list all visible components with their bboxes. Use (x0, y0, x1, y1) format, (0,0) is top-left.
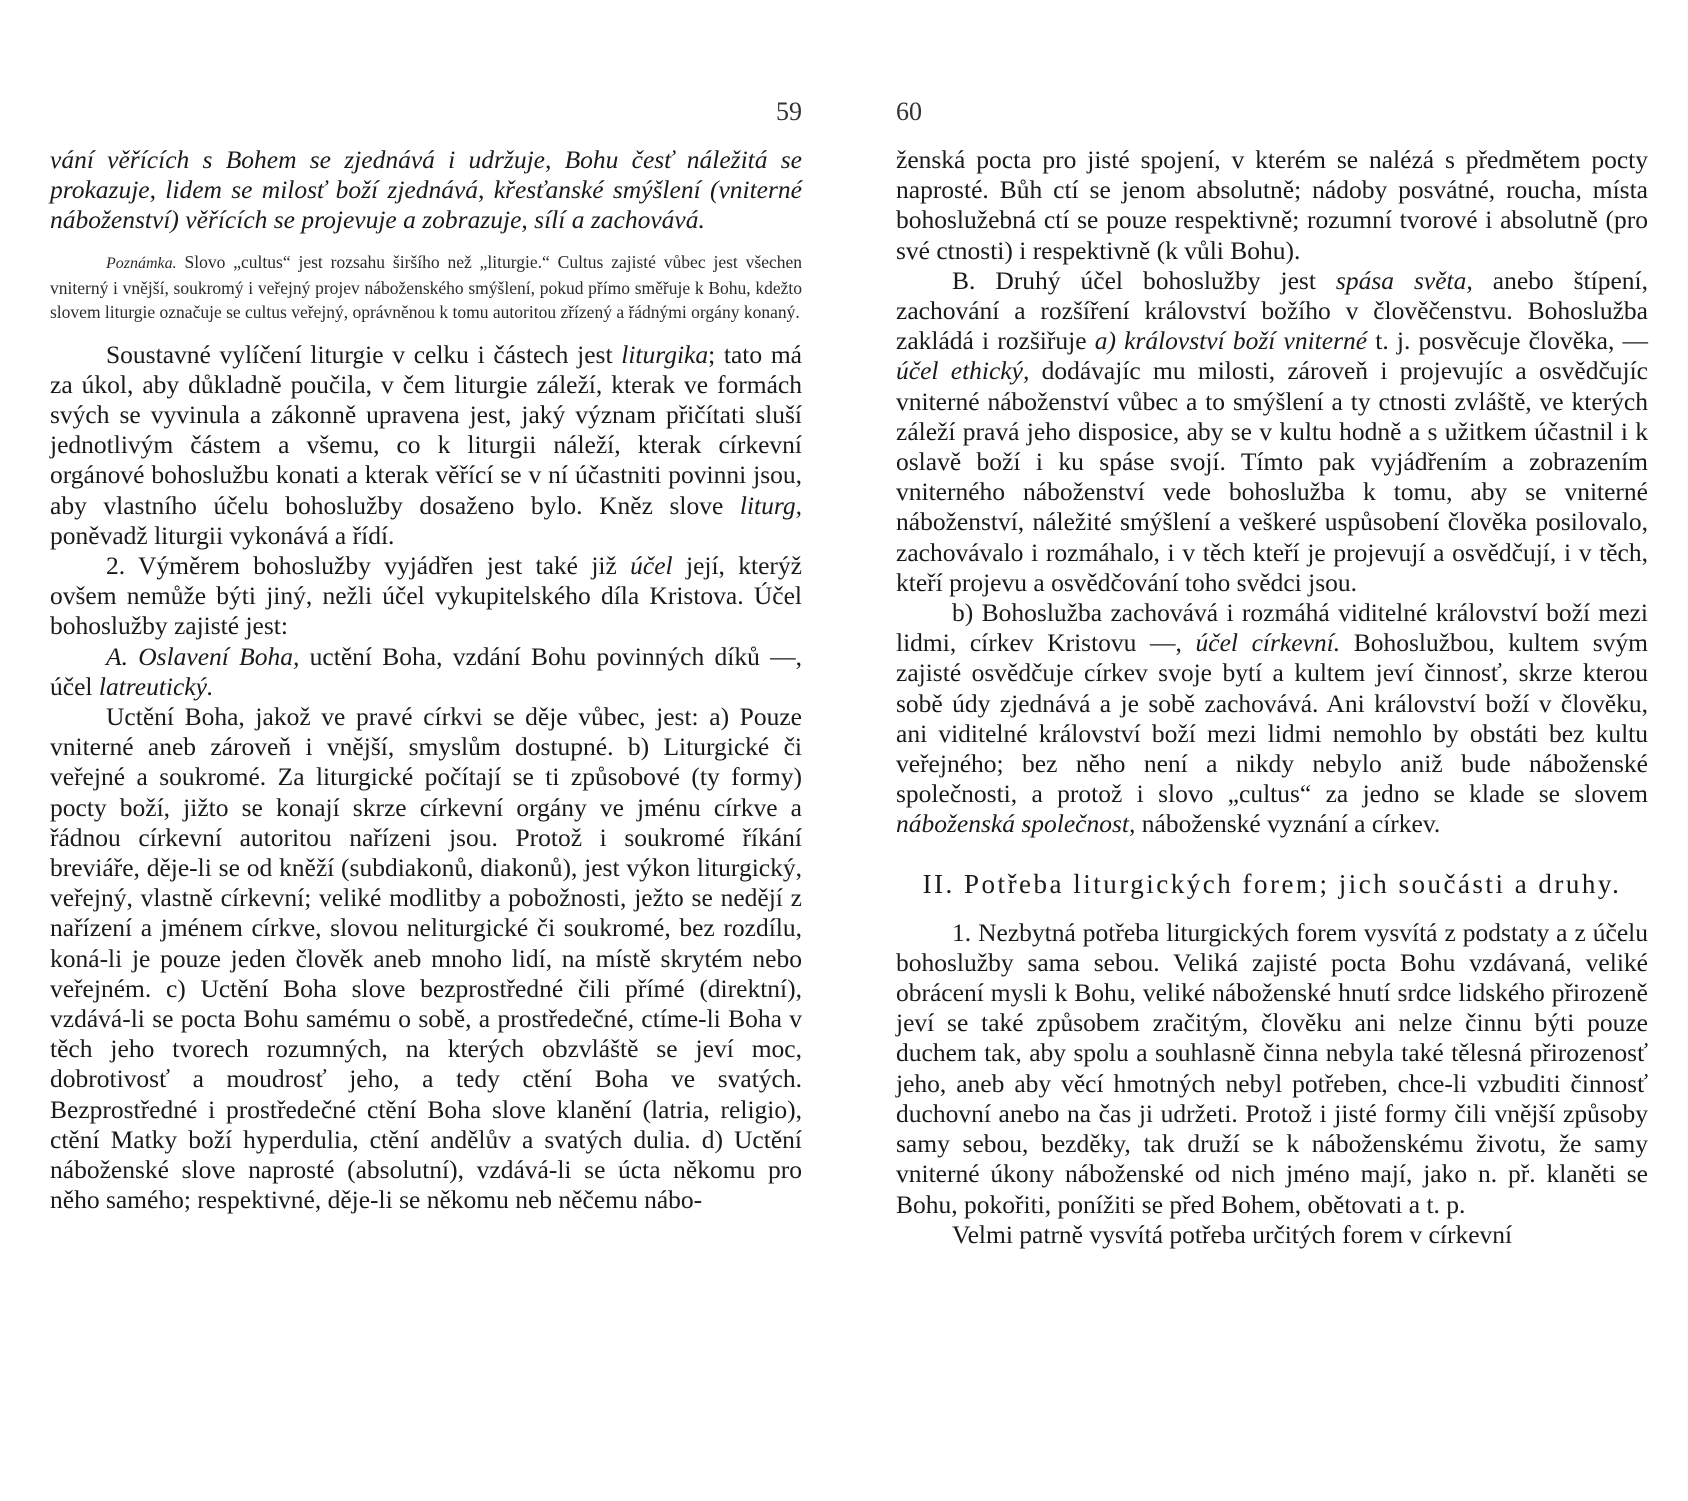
text-run: Soustavné vylíčení liturgie v celku i částech jest (106, 339, 622, 369)
text-run: anebo štípení, zachování a rozšíření království božího v člověčenstvu. Bohoslužba zakládá i rozšiřuje (896, 265, 1649, 356)
text-run: náboženské vyznání a církev. (1135, 809, 1441, 839)
page-number: 60 (896, 97, 922, 126)
term-ucel: účel (630, 551, 673, 581)
section-heading: II. Potřeba liturgických forem; jich součásti a druhy. (922, 868, 1622, 899)
paragraph-3: Uctění Boha, jakož ve pravé církvi se děje vůbec, jest: a) Pouze vniterné aneb zároveň i vnější, smyslům dostupné. b) Liturgické či veřejné a soukromé. Za liturgické počítají se ti způsobové (ty formy) pocty boží, jižto se konají skrze církevní orgány ve jménu církve a řádnou církevní autoritou nařízeni jsou. Protož i soukromé říkání breviáře, děje-li se od kněží (subdiakonů, diakonů), jest výkon liturgický, veřejný, vlastně církevní; veliké modlitby a pobožnosti, ježto se nedějí z nařízení a jménem církve, slovou neliturgické či soukromé, bez rozdílu, koná-li je pouze jeden člověk aneb mnoho lidí, na místě skrytém nebo veřejném. c) Uctění Boha slove bezprostředné čili přímé (direktní), vzdává-li se pocta Bohu samému o sobě, a prostředečné, ctíme-li Boha v těch jeho tvorech rozumných, na kterých obzvláště se jeví moc, dobrotivosť a moudrosť jeho, a tedy ctění Boha ve svatých. Bezprostředné i prostředečné ctění Boha slove klanění (latria, religio), ctění Matky boží hyperdulia, ctění andělův a svatých dulia. d) Uctění náboženské slove naprosté (absolutní), vzdává-li se úcta někomu pro něho samého; respektivné, děje-li se někomu neb něčemu nábo- (50, 702, 802, 1215)
note-text: Slovo „cultus“ jest rozsahu širšího než „liturgie.“ Cultus zajisté vůbec jest všechen vniterný i vnější, soukromý i veřejný projev náboženského smýšlení, pokud přímo směřuje k Bohu, kdežto slovem liturgie označuje se cultus veřejný, oprávněnou k tomu autoritou zřízený a řádnými orgány konaný. (50, 251, 802, 322)
text-run: uctění Boha, vzdání Bohu povinných díků —, účel (50, 641, 802, 701)
term-spasa-sveta: spása světa, (1335, 265, 1473, 295)
page-body (50, 145, 802, 1216)
text-run: ; tato má za úkol, aby důkladně poučila, v čem liturgie záleží, kterak ve formách svých se vyvinula a zákonně upravena jest, jaký význam přičítati sluší jednotlivým částem a všemu, co k liturgii náleží, kterak církevní orgánové bohoslužbu konati a kterak věřící se v ní účastniti povinni jsou, aby vlastního účelu bohoslužby dosaženo bylo. Kněz slove (50, 339, 802, 520)
paragraph-b-lower (896, 598, 1648, 840)
text-run: t. j. posvěcuje člověka, — (1367, 326, 1649, 356)
text-run: B. Druhý účel bohoslužby jest (952, 265, 1336, 295)
term-ethicky: účel ethický, (896, 356, 1030, 386)
paragraph-potreba: 1. Nezbytná potřeba liturgických forem vysvítá z podstaty a z účelu bohoslužby sama sebou. Veliká zajisté pocta Bohu vzdávaná, veliké obrácení mysli k Bohu, veliké náboženské hnutí srdce lidského přirozeně jeví se také způsobem zračitým, člověku ani nelze činnu býti pouze duchem tak, aby spolu a souhlasně činna nebyla také tělesná přirozenosť jeho, aneb aby věcí hmotných nebyl potřeben, chce-li vzbuditi činnosť duchovní anebo na čas ji udržeti. Protož i jisté formy čili vnější způsoby samy sebou, bezděky, tak druží se k náboženskému životu, že samy vniterné úkony náboženské od nich jméno mají, jako n. př. klaněti se Bohu, pokořiti, ponížiti se před Bohem, obětovati a t. p. (896, 917, 1648, 1219)
term-cirkevni: účel církevní. (1195, 628, 1341, 658)
term-liturgika: liturgika (621, 339, 709, 369)
page-number: 59 (776, 97, 802, 126)
term-kralovstvi: a) království boží vniterné (1094, 326, 1368, 356)
intro-paragraph: vání věřících s Bohem se zjednává i udržuje, Bohu česť náležitá se prokazuje, lidem se milosť boží zjednává, křesťanské smýšlení (vniterné náboženství) věřících se projevuje a zobrazuje, sílí a zachovává. (50, 145, 802, 235)
term-liturg: liturg, (739, 490, 802, 520)
note-paragraph (50, 250, 802, 324)
text-run: b) Bohoslužba zachovává i rozmáhá viditelné království boží mezi lidmi, církev Kristovu —, (896, 598, 1648, 658)
text-run: Bohoslužbou, kultem svým zajisté osvědčuje církev svoje bytí a kultem jeví činnosť, skrze kterou sobě údy zjednává a je sobě zachovává. Ani království boží v člověku, ani viditelné království boží mezi lidmi nemohlo by obstáti bez kultu veřejného; bez něho není a nikdy nebylo aniž bude náboženské společnosti, a protož i slovo „cultus“ za jedno se klade se slovem (896, 628, 1648, 809)
paragraph-continued: ženská pocta pro jisté spojení, v kterém se nalézá s předmětem pocty naprosté. Bůh ctí se jenom absolutně; nádoby posvátné, roucha, místa bohoslužebná ctí se pouze respektivně; rozumní tvorové i absolutně (pro své ctnosti) i respektivně (k vůli Bohu). (896, 145, 1648, 265)
paragraph-last: Velmi patrně vysvítá potřeba určitých forem v církevní (952, 1219, 1513, 1249)
term-spolecnost: náboženská společnost, (896, 809, 1136, 839)
paragraph-b (896, 266, 1648, 598)
paragraph-a (50, 642, 802, 702)
section-a-label: A. Oslavení Boha, (106, 641, 300, 671)
text-run: 2. Výměrem bohoslužby vyjádřen jest také již (106, 551, 631, 581)
text-run: poněvadž liturgii vykonává a řídí. (50, 520, 395, 550)
term-latreuticky: latreutický. (98, 671, 214, 701)
page-body (896, 145, 1648, 1250)
note-label: Poznámka. (106, 254, 177, 272)
text-run: dodávajíc mu milosti, zároveň i projevujíc a osvědčujíc vniterné náboženství vůbec a to smýšlení a ty ctnosti zvláště, ve kterých záleží pravá jeho disposice, aby se v kultu hodně a s užitkem účastnil i k oslavě boží i ku spáse svojí. Tímto pak vyjádřením a zobrazením vniterného náboženství vede bohoslužba k tomu, aby se vniterné náboženství, náležité smýšlení a veškeré uspůsobení člověka posilovalo, zachovávalo i rozmáhalo, i v těch kteří je projevují a osvědčují, i v těch, kteří projevu a osvědčování toho svědci jsou. (896, 356, 1648, 597)
text-run: její, kterýž ovšem nemůže býti jiný, nežli účel vykupitelského díla Kristova. Účel bohoslužby zajisté jest: (50, 551, 802, 641)
paragraph-2 (50, 551, 802, 642)
paragraph-liturgika (50, 340, 802, 551)
